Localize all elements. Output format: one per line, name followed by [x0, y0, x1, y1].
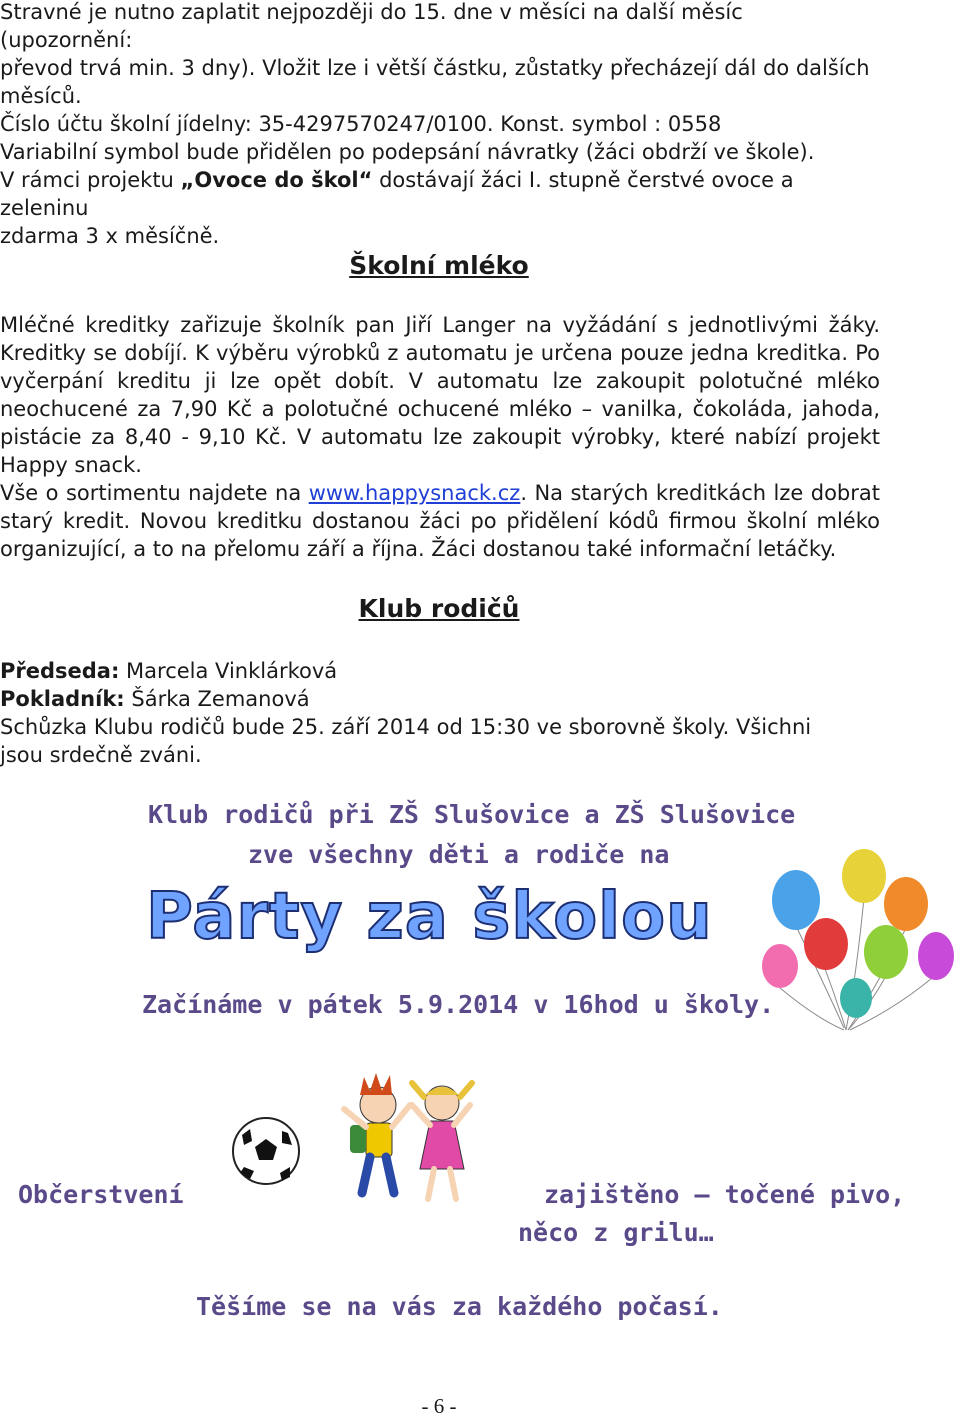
page-number: - 6 - — [421, 1394, 457, 1418]
fruit-text-after: dostávají žáci I. stupně čerstvé ovoce a zeleninu — [0, 168, 794, 220]
milk-text-a: Mléčné kreditky zařizuje školník pan Jiří Langer na vyžádání s jednotlivými žáky. Kreditky se dobíjí. K výběru výrobků z automatu je určena pouze jedna kreditka. Po vyčerpání kreditu ji lze opět dobít. V automatu lze zakoupit polotučné mléko neochucené za 7,90 Kč a polotučné ochucené mléko – vanilka, čokoláda, jahoda, pistácie za 8,40 - 9,10 Kč. V automatu lze zakoupit výrobky, které nabízí projekt Happy snack. — [0, 313, 880, 477]
payment-line-2: převod trvá min. 3 dny). Vložit lze i větší částku, zůstatky přecházejí dál do dalších — [0, 56, 870, 80]
treasurer-name: Šárka Zemanová — [124, 687, 310, 711]
parents-club-info — [0, 657, 880, 769]
milk-text-b — [0, 479, 880, 563]
variable-symbol-line: Variabilní symbol bude přidělen po podepsání návratky (žáci obdrží ve škole). — [0, 140, 815, 164]
payment-line-3: měsíců. — [0, 84, 82, 108]
meeting-text: Schůzka Klubu rodičů bude 25. září 2014 od 15:30 ve sborovně školy. Všichni jsou srdečně zváni. — [0, 715, 812, 767]
account-number-line: Číslo účtu školní jídelny: 35-4297570247/0100. Konst. symbol : 0558 — [0, 112, 722, 136]
milk-text-b-before: Vše o sortimentu najdete na — [0, 481, 309, 505]
school-milk-paragraph — [0, 311, 880, 563]
closing-text: Těšíme se na vás za každého počasí. — [196, 1292, 723, 1321]
happysnack-link[interactable]: www.happysnack.cz — [308, 481, 521, 505]
chair-label: Předseda: — [0, 659, 120, 683]
fruit-project-paragraph — [0, 166, 880, 250]
fruit-project-name: „Ovoce do škol“ — [180, 168, 373, 192]
chair-name: Marcela Vinklárková — [119, 659, 338, 683]
payment-paragraph — [0, 0, 880, 166]
party-title: Párty za školou — [146, 880, 713, 954]
school-milk-heading: Školní mléko — [349, 251, 529, 280]
payment-line-1: Stravné je nutno zaplatit nejpozději do 15. dne v měsíci na další měsíc (upozornění: — [0, 0, 743, 52]
treasurer-label: Pokladník: — [0, 687, 125, 711]
parents-club-heading: Klub rodičů — [358, 594, 520, 623]
fruit-line-2: zdarma 3 x měsíčně. — [0, 224, 220, 248]
balloons-image — [756, 848, 960, 1044]
football-icon — [230, 1115, 302, 1187]
party-start-text: Začínáme v pátek 5.9.2014 v 16hod u školy. — [142, 990, 775, 1019]
refreshments-line-2: něco z grilu… — [518, 1218, 714, 1247]
invitation-line-1: Klub rodičů při ZŠ Slušovice a ZŠ Slušovice — [148, 800, 796, 829]
invitation-line-2: zve všechny děti a rodiče na — [248, 840, 670, 869]
milk-text-b-after: . Na starých kreditkách lze dobrat starý kredit. Novou kreditku dostanou žáci po přidělení kódů firmou školní mléko organizující, a to na přelomu září a října. Žáci dostanou také informační letáčky. — [0, 481, 880, 561]
children-illustration — [330, 1065, 490, 1215]
refreshments-label: Občerstvení — [18, 1180, 184, 1209]
fruit-text-before: V rámci projektu — [0, 168, 181, 192]
refreshments-line-1: zajištěno – točené pivo, — [544, 1180, 906, 1209]
